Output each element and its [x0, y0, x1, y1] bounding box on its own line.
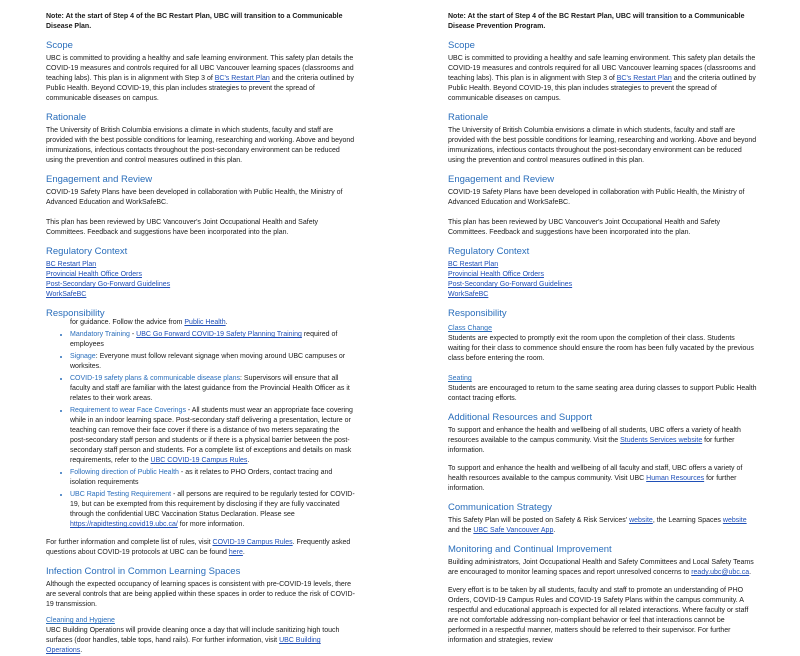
communication-text: This Safety Plan will be posted on Safety & Risk Services' website, the Learning Spaces website and the UBC Safe Vancouver App.: [448, 517, 747, 534]
transition-note: Note: At the start of Step 4 of the BC Restart Plan, UBC will transition to a Communicable Disease Plan.: [46, 13, 343, 30]
scope-heading: Scope: [46, 40, 73, 51]
monitoring-text-1: Building administrators, Joint Occupational Health and Safety Committees and Local Safety Teams are encouraged to monitor learning spaces and report unresolved concerns to ready.ubc@ubc.ca.: [448, 559, 754, 576]
safe-vancouver-app-link[interactable]: UBC Safe Vancouver App: [473, 527, 554, 534]
responsibility-heading-right: Responsibility: [448, 308, 507, 319]
list-item: • COVID-19 safety plans & communicable disease plans: Supervisors will ensure that all faculty and staff are familiar with the latest guidance from the Provincial Health Officer as it relates to their work areas.: [70, 374, 356, 404]
cleaning-text: UBC Building Operations will provide cleaning once a day that will include sanitizing high touch surfaces (door handles, table tops, hand rails). For further information, visit UBC Building Operations.: [46, 627, 340, 654]
class-change-text: Students are expected to promptly exit the room upon the completion of their class. Students waiting for their class to commence should ensure the room has been fully vacated by the previous class before entering the room.: [448, 335, 754, 362]
regulatory-link-worksafebc-right[interactable]: WorkSafeBC: [448, 291, 489, 298]
list-item: • Mandatory Training - UBC Go Forward COVID-19 Safety Planning Training required of employees: [70, 330, 356, 350]
scope-heading-right: Scope: [448, 40, 475, 51]
cleaning-label: Cleaning and Hygiene: [46, 617, 115, 624]
infection-control-heading: Infection Control in Common Learning Spaces: [46, 566, 241, 577]
regulatory-link-go-forward-right[interactable]: Post-Secondary Go-Forward Guidelines: [448, 281, 573, 288]
covid-campus-rules-link[interactable]: COVID-19 Campus Rules: [212, 539, 293, 546]
regulatory-links-right: [448, 260, 758, 300]
resources-heading: Additional Resources and Support: [448, 412, 593, 423]
responsibility-heading: Responsibility: [46, 308, 105, 319]
human-resources-link[interactable]: Human Resources: [646, 475, 705, 482]
seating-text: Students are encouraged to return to the same seating area during classes to support Public Health contact tracing efforts.: [448, 385, 757, 402]
transition-note-right: Note: At the start of Step 4 of the BC Restart Plan, UBC will transition to a Communicable Disease Prevention Program.: [448, 13, 745, 30]
further-info-text: For further information and complete list of rules, visit COVID-19 Campus Rules. Frequently asked questions about COVID-19 protocols at UBC can be found here.: [46, 539, 351, 556]
monitoring-heading: Monitoring and Continual Improvement: [448, 544, 612, 555]
list-item: • Signage: Everyone must follow relevant signage when moving around UBC campuses or worksites.: [70, 352, 356, 372]
engagement-heading-right: Engagement and Review: [448, 174, 555, 185]
bc-restart-plan-link[interactable]: BC's Restart Plan: [214, 75, 270, 82]
rapid-testing-link[interactable]: https://rapidtesting.covid19.ubc.ca/: [70, 521, 178, 528]
regulatory-heading: Regulatory Context: [46, 246, 128, 257]
list-item: • Requirement to wear Face Coverings - All students must wear an appropriate face covering while in an indoor learning space. Post-secondary staff delivering a presentation, lecture or teaching can remove their face cover if there is a distance of two meters separating the post-secondary staff person and students or if there is a physical barrier between the post-secondary staff person and students. For a complete list of exceptions and details on mask requirements, refer to the UBC COVID-19 Campus Rules.: [70, 406, 356, 466]
communication-heading: Communication Strategy: [448, 502, 553, 513]
faq-here-link[interactable]: here: [228, 549, 243, 556]
learning-spaces-website-link[interactable]: website: [722, 517, 747, 524]
rationale-text-right: The University of British Columbia envisions a climate in which students, faculty and staff are provided with the best possible conditions for learning, researching and working. Above and beyond immunizations, infectious contacts throughout the post-secondary environment can be reduced using the prevention and control measures outlined in this plan.: [448, 127, 757, 164]
regulatory-link-pho-orders[interactable]: Provincial Health Office Orders: [46, 271, 142, 278]
responsibility-heading-clipped: [448, 308, 758, 322]
right-column: [448, 0, 758, 644]
student-services-link[interactable]: Students Services website: [620, 437, 703, 444]
scope-text-right: UBC is committed to providing a healthy and safe learning environment. This safety plan details the COVID-19 measures and controls required for all UBC Vancouver learning spaces (classrooms and teaching labs). This plan is in alignment with Step 3 of BC's Restart Plan and the criteria outlined by Public Health. Beyond COVID-19, this plan includes strategies to prevent the spread of communicable diseases on campus.: [448, 55, 756, 102]
scope-text: UBC is committed to providing a healthy and safe learning environment. This safety plan details the COVID-19 measures and controls required for all UBC Vancouver learning spaces (classrooms and teaching labs). This plan is in alignment with Step 3 of BC's Restart Plan and the criteria outlined by Public Health. Beyond COVID-19, this plan includes strategies to prevent the spread of communicable diseases on campus.: [46, 55, 354, 102]
engagement-text-1-right: COVID-19 Safety Plans have been developed in collaboration with Public Health, the Ministry of Advanced Education and WorkSafeBC.: [448, 189, 745, 206]
rationale-text: The University of British Columbia envisions a climate in which students, faculty and staff are provided with the best possible conditions for learning, researching and working. Above and beyond immunizations, infectious contacts throughout the post-secondary environment can be reduced using the prevention and control measures outlined in this plan.: [46, 127, 355, 164]
regulatory-link-bc-restart[interactable]: BC Restart Plan: [46, 261, 97, 268]
regulatory-links: [46, 260, 356, 300]
regulatory-link-bc-restart-right[interactable]: BC Restart Plan: [448, 261, 499, 268]
regulatory-link-worksafebc[interactable]: WorkSafeBC: [46, 291, 87, 298]
resources-text-1: To support and enhance the health and wellbeing of all students, UBC offers a variety of health resources available to the campus community. Visit the Students Services website for further information.: [448, 427, 741, 454]
list-item: • UBC Rapid Testing Requirement - all persons are required to be regularly tested for COVID-19, but can be exempted from this requirement by disclosing if they are fully vaccinated through the confidential UBC Vaccination Status Declaration. Please see https://rapidtesting.covid19.ubc.ca/ for more information.: [70, 490, 356, 530]
ready-email-link[interactable]: ready.ubc@ubc.ca: [691, 569, 750, 576]
regulatory-heading-right: Regulatory Context: [448, 246, 530, 257]
resources-text-2: To support and enhance the health and wellbeing of all faculty and staff, UBC offers a variety of health resources available to the campus community. Visit UBC Human Resources for further information.: [448, 465, 743, 492]
list-item: • Following direction of Public Health - as it relates to PHO Orders, contact tracing and isolation requirements: [70, 468, 356, 488]
cut-off-line: for guidance. Follow the advice from Public Health.: [70, 319, 228, 326]
regulatory-link-pho-orders-right[interactable]: Provincial Health Office Orders: [448, 271, 544, 278]
rationale-heading-right: Rationale: [448, 112, 489, 123]
engagement-heading: Engagement and Review: [46, 174, 153, 185]
regulatory-link-go-forward[interactable]: Post-Secondary Go-Forward Guidelines: [46, 281, 171, 288]
class-change-label: Class Change: [448, 325, 492, 332]
seating-label: Seating: [448, 375, 472, 382]
public-health-link[interactable]: Public Health: [184, 319, 226, 326]
monitoring-text-2: Every effort is to be taken by all students, faculty and staff to promote an understanding of PHO Orders, COVID-19 Campus Rules and COVID-19 Safety Plans within the campus community. A respectful and educational approach is expected for all related interactions. Where faculty or staff are not comfortable addressing non-compliant behavior or feel that interactions cannot be performed in a respectful manner, matters should be referred to their supervisor. For further information and strategies, review: [448, 587, 749, 644]
left-column: [46, 0, 356, 654]
building-operations-link[interactable]: UBC Building Operations: [46, 637, 321, 654]
infection-control-text: Although the expected occupancy of learning spaces is consistent with pre-COVID-19 levels, there are several controls that are being applied within these spaces in order to reduce the risk of COVID-19 transmission.: [46, 581, 355, 608]
campus-rules-link[interactable]: UBC COVID-19 Campus Rules: [150, 457, 248, 464]
responsibility-scroll-region[interactable]: [46, 318, 356, 530]
engagement-text-2-right: This plan has been reviewed by UBC Vancouver's Joint Occupational Health and Safety Committees. Feedback and suggestions have been incorporated into the plan.: [448, 219, 721, 236]
engagement-text-2: This plan has been reviewed by UBC Vancouver's Joint Occupational Health and Safety Committees. Feedback and suggestions have been incorporated into the plan.: [46, 219, 319, 236]
training-link[interactable]: UBC Go Forward COVID-19 Safety Planning Training: [136, 331, 302, 338]
bc-restart-plan-link-right[interactable]: BC's Restart Plan: [616, 75, 672, 82]
rationale-heading: Rationale: [46, 112, 87, 123]
srs-website-link[interactable]: website: [629, 517, 653, 524]
engagement-text-1: COVID-19 Safety Plans have been developed in collaboration with Public Health, the Ministry of Advanced Education and WorkSafeBC.: [46, 189, 343, 206]
